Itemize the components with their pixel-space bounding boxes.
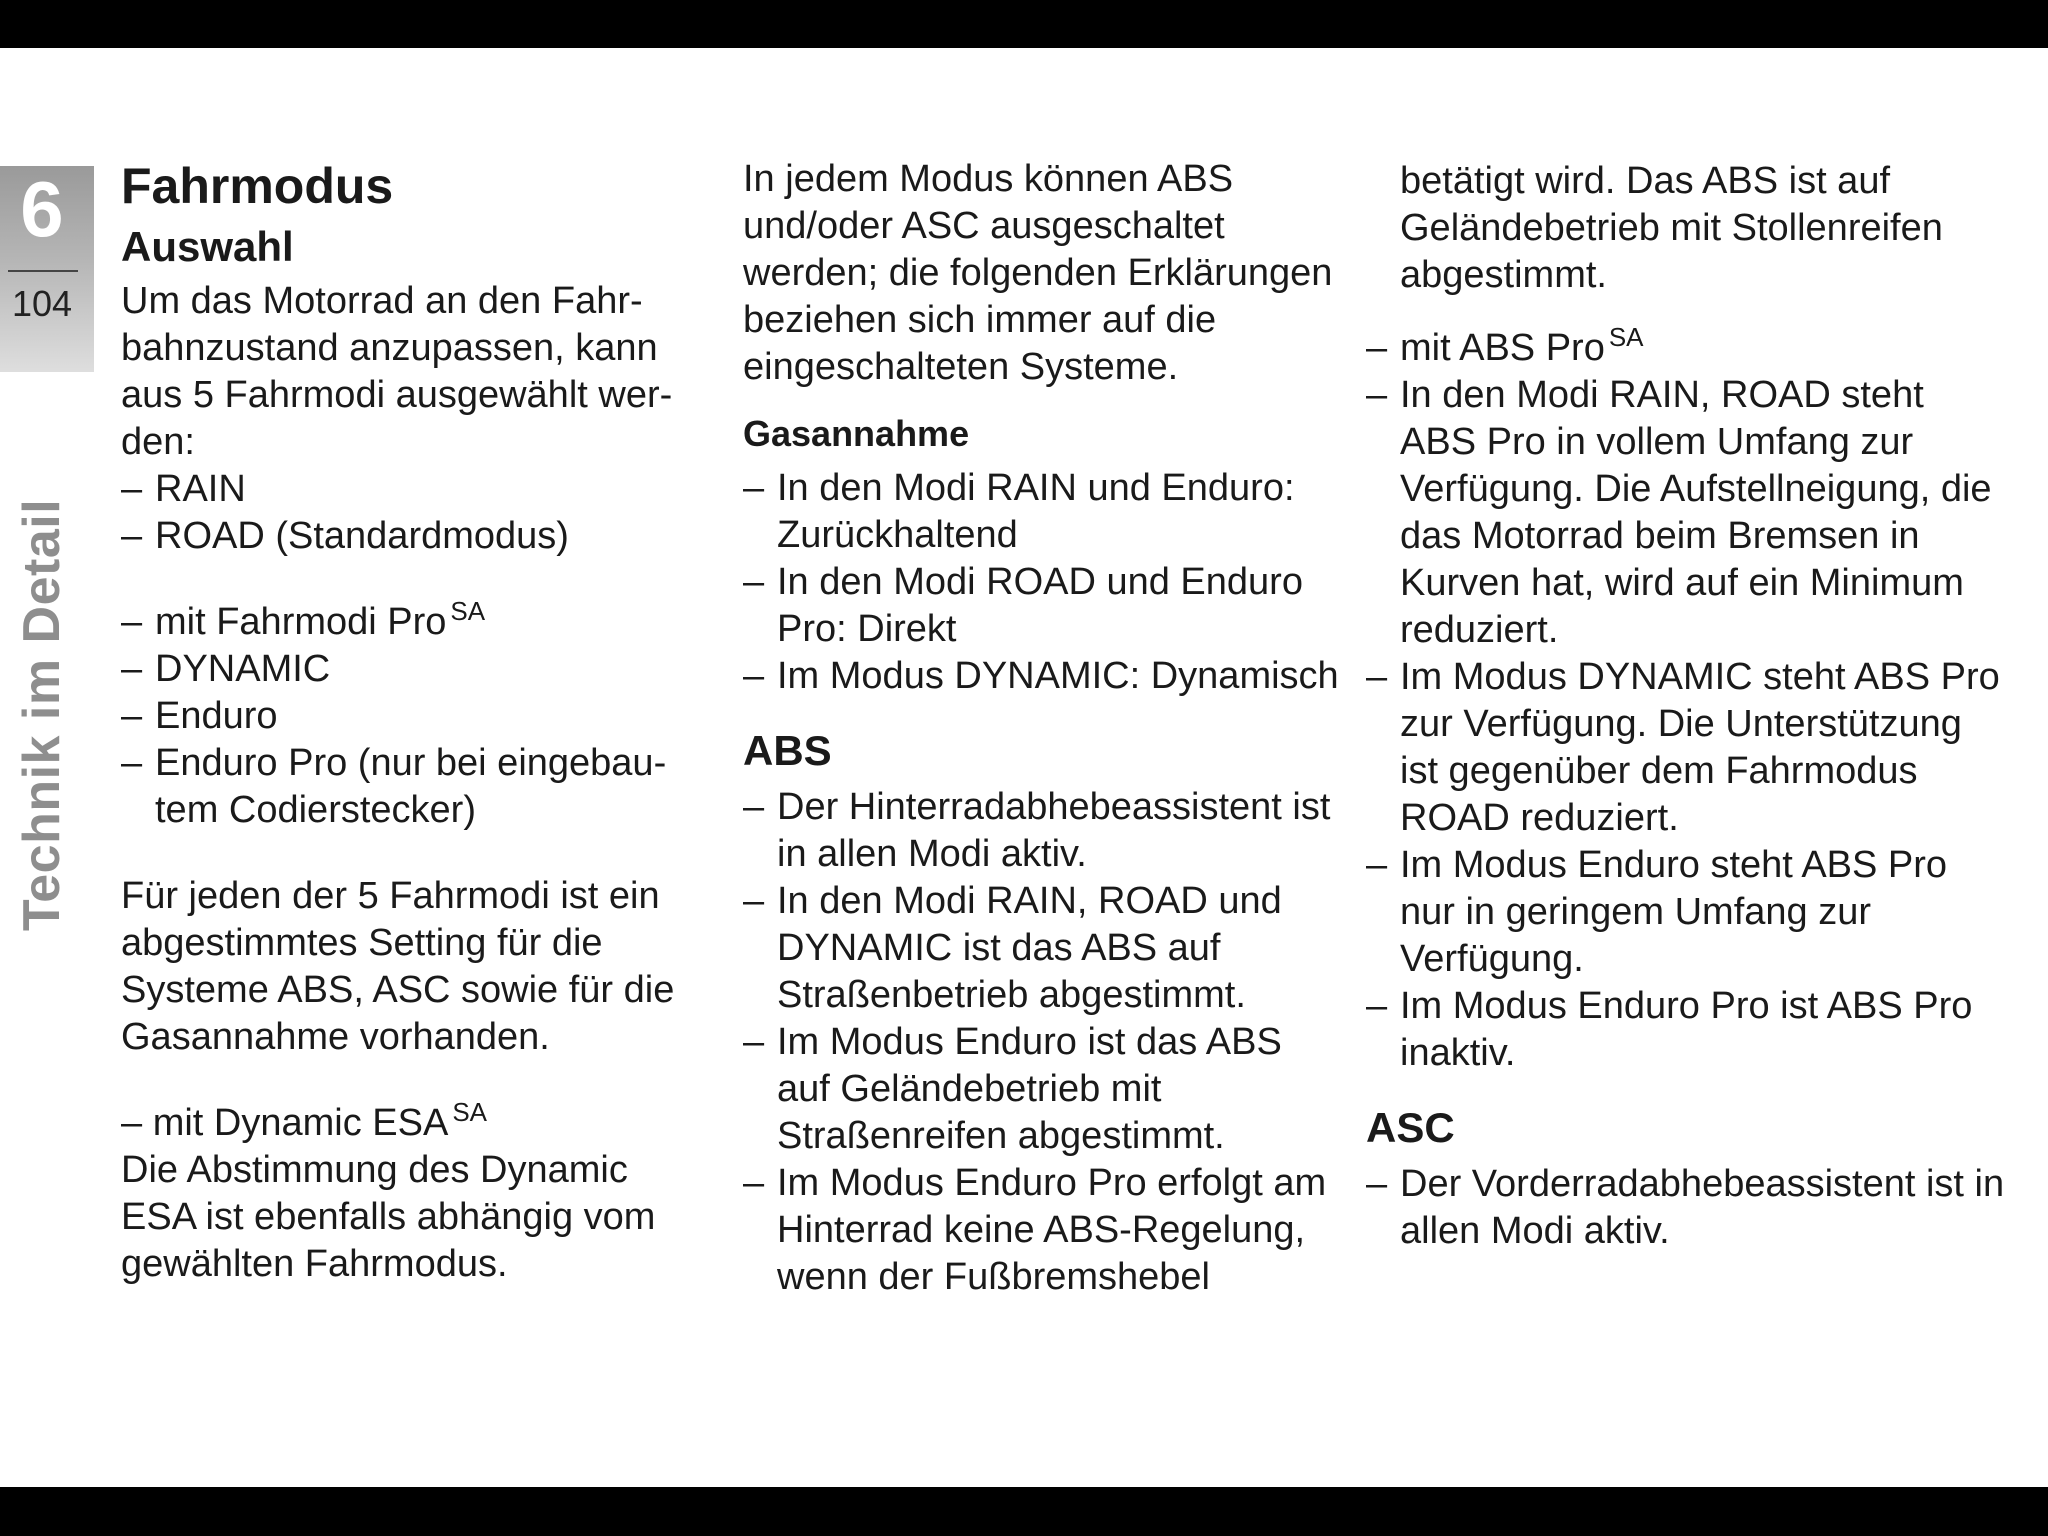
sa-superscript: SA: [452, 1097, 488, 1127]
gas-list: [743, 465, 1343, 700]
list-item: – Im Modus DYNAMIC: Dynamisch: [743, 655, 1339, 697]
list-item: – Der Hinterradabhebeassistent ist in allen Modi aktiv.: [743, 786, 1331, 875]
list-item: – Im Modus Enduro steht ABS Pro nur in geringem Umfang zur Verfügung.: [1366, 844, 1948, 980]
mode-list-pro: [121, 646, 701, 834]
list-item: – Im Modus Enduro ist das ABS auf Geländebetrieb mit Straßenreifen abgestimmt.: [743, 1021, 1282, 1157]
chapter-number: 6: [20, 165, 64, 253]
mode-list-basic: [121, 466, 701, 560]
list-item: – Enduro: [121, 695, 278, 737]
systems-intro-paragraph: In jedem Modus können ABS und/oder ASC ausgeschaltet werden; die folgenden Erklärungen beziehen sich immer auf die eingeschalteten Systeme.: [743, 158, 1333, 388]
list-item: – Im Modus DYNAMIC steht ABS Pro zur Verfügung. Die Unterstützung ist gegenüber dem Fahrmodus ROAD reduziert.: [1366, 656, 2000, 839]
asc-list: [1366, 1161, 2006, 1255]
column-1: [121, 156, 701, 1288]
abs-heading: ABS: [743, 727, 832, 774]
gas-heading: Gasannahme: [743, 413, 970, 454]
list-item: – DYNAMIC: [121, 648, 331, 690]
abs-list: [743, 784, 1343, 1301]
list-item: – Der Vorderradabhebeassistent ist in allen Modi aktiv.: [1366, 1163, 2005, 1252]
optional-equipment-label: – mit Fahrmodi Pro $^{SA}$: [121, 596, 486, 643]
chapter-divider: [8, 270, 78, 272]
list-item: – ROAD (Standardmodus): [121, 515, 569, 557]
list-item: – In den Modi RAIN, ROAD steht ABS Pro in vollem Umfang zur Verfügung. Die Aufstellneigung, die das Motorrad beim Bremsen in Kurven hat, wird auf ein Minimum reduziert.: [1366, 374, 1992, 651]
sa-superscript: SA: [450, 596, 486, 626]
asc-heading: ASC: [1366, 1104, 1455, 1151]
list-item: – Im Modus Enduro Pro erfolgt am Hinterrad keine ABS-Regelung, wenn der Fußbremshebel: [743, 1162, 1327, 1298]
intro-paragraph: Um das Motorrad an den Fahrbahnzustand anzupassen, kann aus 5 Fahrmodi ausgewählt werden:: [121, 280, 673, 463]
esa-paragraph: Die Abstimmung des Dynamic ESA ist ebenfalls abhängig vom gewählten Fahrmodus.: [121, 1149, 656, 1285]
sa-superscript: SA: [1608, 322, 1644, 352]
list-item: – Enduro Pro (nur bei eingebautem Codierstecker): [121, 742, 667, 831]
list-item: – RAIN: [121, 468, 246, 510]
column-3: [1366, 158, 2006, 1255]
section-title-vertical: Technik im Detail: [13, 498, 71, 932]
page-title: Fahrmodus: [121, 158, 394, 214]
optional-equipment-label: – mit ABS Pro $^{SA}$: [1366, 322, 1644, 369]
setting-paragraph: Für jeden der 5 Fahrmodi ist ein abgestimmtes Setting für die Systeme ABS, ASC sowie für die Gasannahme vorhanden.: [121, 875, 675, 1058]
subtitle: Auswahl: [121, 223, 294, 270]
column-2: [743, 156, 1343, 1301]
top-black-bar: [0, 0, 2048, 48]
esa-label: – mit Dynamic ESA $^{SA}$: [121, 1097, 488, 1144]
list-item: – Im Modus Enduro Pro ist ABS Pro inaktiv.: [1366, 985, 1973, 1074]
abs-pro-list: [1366, 372, 2006, 1077]
list-item: – In den Modi ROAD und Enduro Pro: Direkt: [743, 561, 1303, 650]
continued-list-item: betätigt wird. Das ABS ist auf Geländebetrieb mit Stollenreifen abgestimmt.: [1400, 160, 1943, 296]
list-item: – In den Modi RAIN und Enduro: Zurückhaltend: [743, 467, 1295, 556]
page-number: 104: [11, 283, 73, 324]
bottom-black-bar: [0, 1487, 2048, 1536]
list-item: – In den Modi RAIN, ROAD und DYNAMIC ist das ABS auf Straßenbetrieb abgestimmt.: [743, 880, 1282, 1016]
